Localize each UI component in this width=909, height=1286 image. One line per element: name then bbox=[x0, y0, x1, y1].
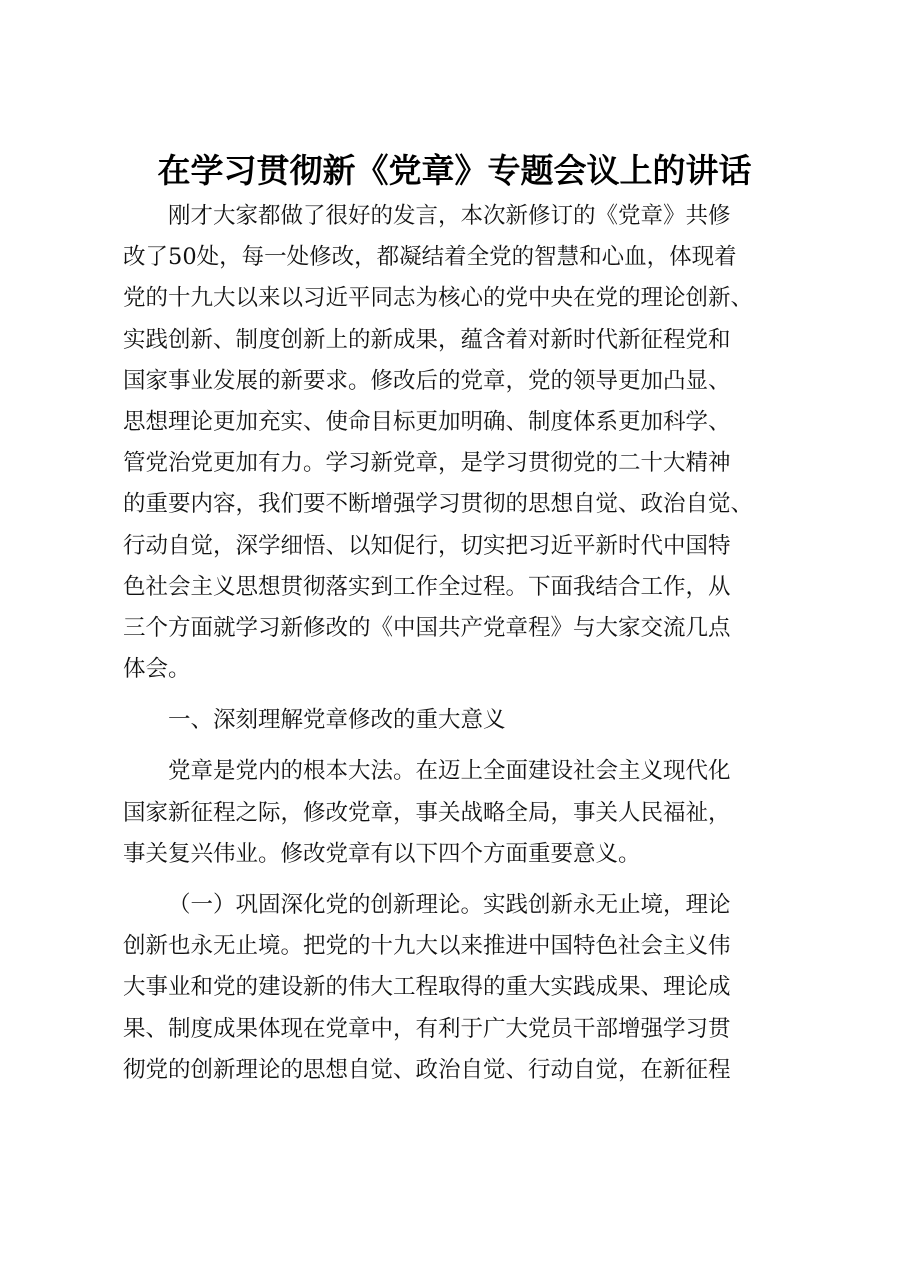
text-line: 体会。 bbox=[123, 656, 191, 683]
paragraph-spacer bbox=[123, 741, 803, 751]
text-line: 党的十九大以来以习近平同志为核心的党中央在党的理论创新、 bbox=[123, 285, 754, 312]
text-line: 刚才大家都做了很好的发言，本次新修订的《党章》共修 bbox=[168, 203, 731, 229]
text-line: 国家新征程之际，修改党章，事关战略全局，事关人民福祉， bbox=[123, 799, 731, 826]
text-line: 行动自觉，深学细悟、以知促行，切实把习近平新时代中国特 bbox=[123, 532, 731, 559]
document-body bbox=[123, 196, 803, 1091]
section-heading-1 bbox=[123, 700, 803, 741]
text-line: （一）巩固深化党的创新理论。实践创新永无止境，理论 bbox=[168, 892, 731, 918]
text-line: 果、制度成果体现在党章中，有利于广大党员干部增强学习贯 bbox=[123, 1015, 731, 1042]
text-line: 三个方面就学习新修改的《中国共产党章程》与大家交流几点 bbox=[123, 614, 731, 641]
paragraph-spacer bbox=[123, 875, 803, 885]
text-line: 的重要内容，我们要不断增强学习贯彻的思想自觉、政治自觉、 bbox=[123, 491, 754, 518]
text-line: 实践创新、制度创新上的新成果，蕴含着对新时代新征程党和 bbox=[123, 326, 731, 353]
heading-line: 一、深刻理解党章修改的重大意义 bbox=[168, 707, 506, 734]
document-title: 在学习贯彻新《党章》专题会议上的讲话 bbox=[157, 151, 752, 190]
text-line: 思想理论更加充实、使命目标更加明确、制度体系更加科学、 bbox=[123, 408, 731, 435]
paragraph-charter-importance bbox=[123, 751, 803, 875]
text-line: 管党治党更加有力。学习新党章，是学习贯彻党的二十大精神 bbox=[123, 450, 731, 477]
text-line: 改了50处，每一处修改，都凝结着全党的智慧和心血，体现着 bbox=[123, 244, 737, 271]
paragraph-point-1 bbox=[123, 885, 803, 1091]
text-line: 事关复兴伟业。修改党章有以下四个方面重要意义。 bbox=[123, 840, 641, 867]
paragraph-spacer bbox=[123, 690, 803, 700]
text-line: 大事业和党的建设新的伟大工程取得的重大实践成果、理论成 bbox=[123, 974, 731, 1001]
text-line: 色社会主义思想贯彻落实到工作全过程。下面我结合工作，从 bbox=[123, 573, 731, 600]
text-line: 党章是党内的根本大法。在迈上全面建设社会主义现代化 bbox=[168, 758, 731, 785]
paragraph-intro bbox=[123, 196, 803, 690]
text-line: 彻党的创新理论的思想自觉、政治自觉、行动自觉，在新征程 bbox=[123, 1056, 731, 1083]
text-line: 国家事业发展的新要求。修改后的党章，党的领导更加凸显、 bbox=[123, 367, 731, 394]
text-line: 创新也永无止境。把党的十九大以来推进中国特色社会主义伟 bbox=[123, 933, 731, 960]
